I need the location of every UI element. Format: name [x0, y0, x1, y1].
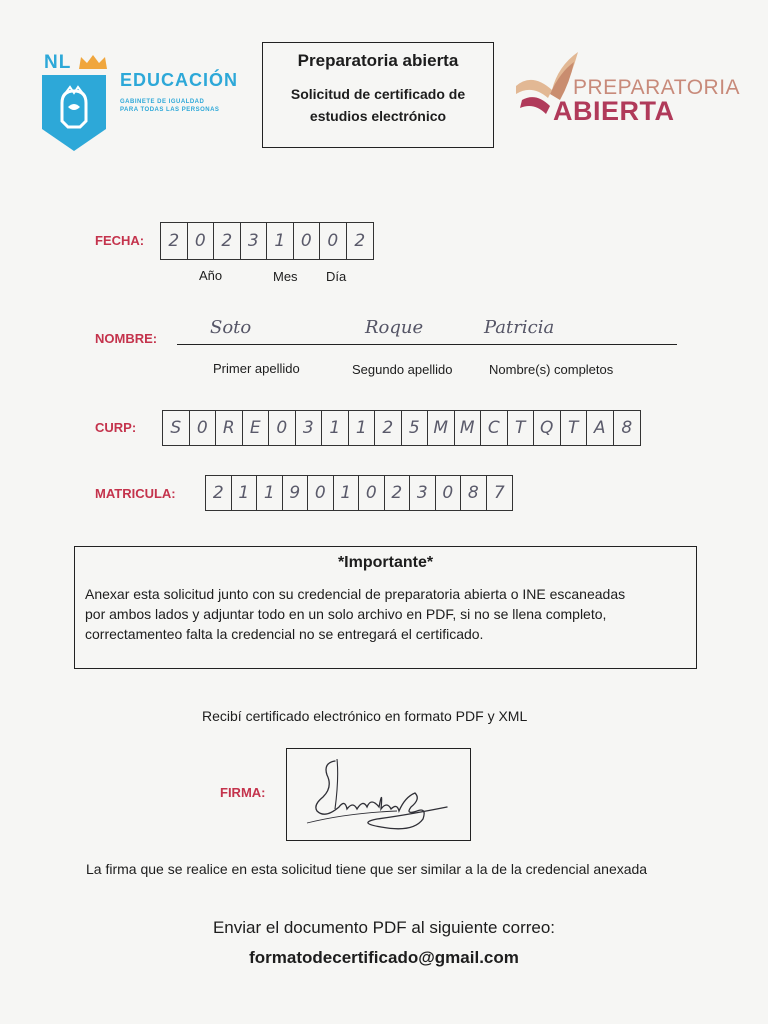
curp-char-cell[interactable]: S	[163, 411, 190, 445]
segundo-apellido-caption: Segundo apellido	[352, 362, 453, 377]
matricula-digit-cell[interactable]: 1	[257, 476, 283, 510]
fecha-month-caption: Mes	[273, 269, 298, 284]
curp-char-cell[interactable]: T	[508, 411, 535, 445]
curp-char-cell[interactable]: 5	[402, 411, 429, 445]
handwritten-signature	[287, 749, 469, 839]
matricula-digit-cell[interactable]: 2	[385, 476, 411, 510]
fecha-label: FECHA:	[95, 233, 145, 248]
curp-label: CURP:	[95, 420, 137, 435]
receipt-statement: Recibí certificado electrónico en formato PDF y XML	[202, 708, 528, 724]
matricula-digit-cell[interactable]: 0	[308, 476, 334, 510]
prepa-logo-word2: ABIERTA	[553, 96, 675, 126]
important-line2: por ambos lados y adjuntar todo en un solo archivo en PDF, si no se llena completo,	[85, 606, 607, 622]
important-notice-box	[74, 546, 697, 669]
primer-apellido-value: Soto	[210, 317, 252, 338]
important-title: *Importante*	[337, 554, 434, 571]
curp-char-cell[interactable]: M	[428, 411, 455, 445]
important-text	[85, 584, 686, 644]
education-title: EDUCACIÓN	[120, 70, 239, 90]
curp-char-cell[interactable]: 0	[269, 411, 296, 445]
fecha-digit-cell[interactable]: 2	[214, 223, 241, 259]
fecha-digit-cell[interactable]: 2	[161, 223, 188, 259]
nombres-caption: Nombre(s) completos	[489, 362, 614, 377]
curp-char-cell[interactable]: M	[455, 411, 482, 445]
curp-char-cell[interactable]: T	[561, 411, 588, 445]
fecha-digit-cell[interactable]: 3	[241, 223, 268, 259]
nombres-value: Patricia	[484, 317, 555, 338]
curp-char-cell[interactable]: Q	[534, 411, 561, 445]
form-subtitle-line1: Solicitud de certificado de	[290, 86, 466, 102]
curp-char-cell[interactable]: 1	[322, 411, 349, 445]
matricula-digit-cell[interactable]: 0	[359, 476, 385, 510]
curp-char-cell[interactable]: 3	[296, 411, 323, 445]
curp-char-cell[interactable]: 1	[349, 411, 376, 445]
matricula-digit-cell[interactable]: 7	[493, 483, 505, 503]
form-subtitle-line2: estudios electrónico	[309, 108, 447, 124]
nombre-label: NOMBRE:	[95, 331, 158, 346]
segundo-apellido-value: Roque	[365, 317, 424, 338]
matricula-digit-cell[interactable]: 1	[334, 476, 360, 510]
shield-logo-icon	[40, 73, 108, 153]
matricula-digit-cell[interactable]: 8	[461, 476, 487, 510]
email-instruction: Enviar el documento PDF al siguiente correo:	[212, 918, 556, 937]
matricula-digit-cells[interactable]	[205, 475, 513, 511]
curp-char-cell[interactable]: C	[481, 411, 508, 445]
fecha-digit-cell[interactable]: 0	[188, 223, 215, 259]
fecha-digit-cell[interactable]: 1	[267, 223, 294, 259]
fecha-year-caption: Año	[199, 268, 223, 283]
education-subtitle-line1: GABINETE DE IGUALDAD	[120, 99, 205, 105]
fecha-digit-cell[interactable]: 2	[354, 231, 366, 251]
signature-box[interactable]	[286, 748, 471, 841]
form-title: Preparatoria abierta	[297, 51, 459, 70]
firma-label: FIRMA:	[220, 785, 266, 800]
form-title-box	[262, 42, 494, 148]
nombre-line[interactable]	[177, 343, 677, 345]
fecha-digit-cell[interactable]: 0	[294, 223, 321, 259]
curp-char-cell[interactable]: A	[587, 411, 614, 445]
fecha-digit-cell[interactable]: 0	[320, 223, 347, 259]
curp-char-cell[interactable]: 8	[621, 418, 633, 438]
crown-icon	[78, 54, 108, 70]
education-subtitle	[120, 98, 250, 114]
fecha-day-caption: Día	[326, 269, 347, 284]
important-line3: correctamenteo falta la credencial no se entregará el certificado.	[85, 626, 484, 642]
curp-char-cell[interactable]: 2	[375, 411, 402, 445]
email-link[interactable]: formatodecertificado@gmail.com	[249, 948, 519, 967]
curp-char-cell[interactable]: 0	[190, 411, 217, 445]
matricula-digit-cell[interactable]: 0	[436, 476, 462, 510]
primer-apellido-caption: Primer apellido	[213, 361, 300, 376]
education-subtitle-line2: PARA TODAS LAS PERSONAS	[120, 107, 220, 113]
signature-note: La firma que se realice en esta solicitud tiene que ser similar a la de la credencial anexada	[86, 861, 648, 877]
curp-char-cell[interactable]: E	[243, 411, 270, 445]
curp-char-cells[interactable]	[162, 410, 641, 446]
matricula-digit-cell[interactable]: 9	[283, 476, 309, 510]
matricula-label: MATRICULA:	[95, 486, 176, 501]
matricula-digit-cell[interactable]: 2	[206, 476, 232, 510]
matricula-digit-cell[interactable]: 1	[232, 476, 258, 510]
matricula-digit-cell[interactable]: 3	[410, 476, 436, 510]
curp-char-cell[interactable]: R	[216, 411, 243, 445]
prepa-logo-word1: PREPARATORIA	[573, 76, 741, 99]
fecha-digit-cells[interactable]	[160, 222, 374, 260]
form-subtitle	[263, 83, 493, 127]
important-line1: Anexar esta solicitud junto con su credencial de preparatoria abierta o INE escaneadas	[85, 586, 626, 602]
brand-nl: NL	[44, 52, 72, 73]
